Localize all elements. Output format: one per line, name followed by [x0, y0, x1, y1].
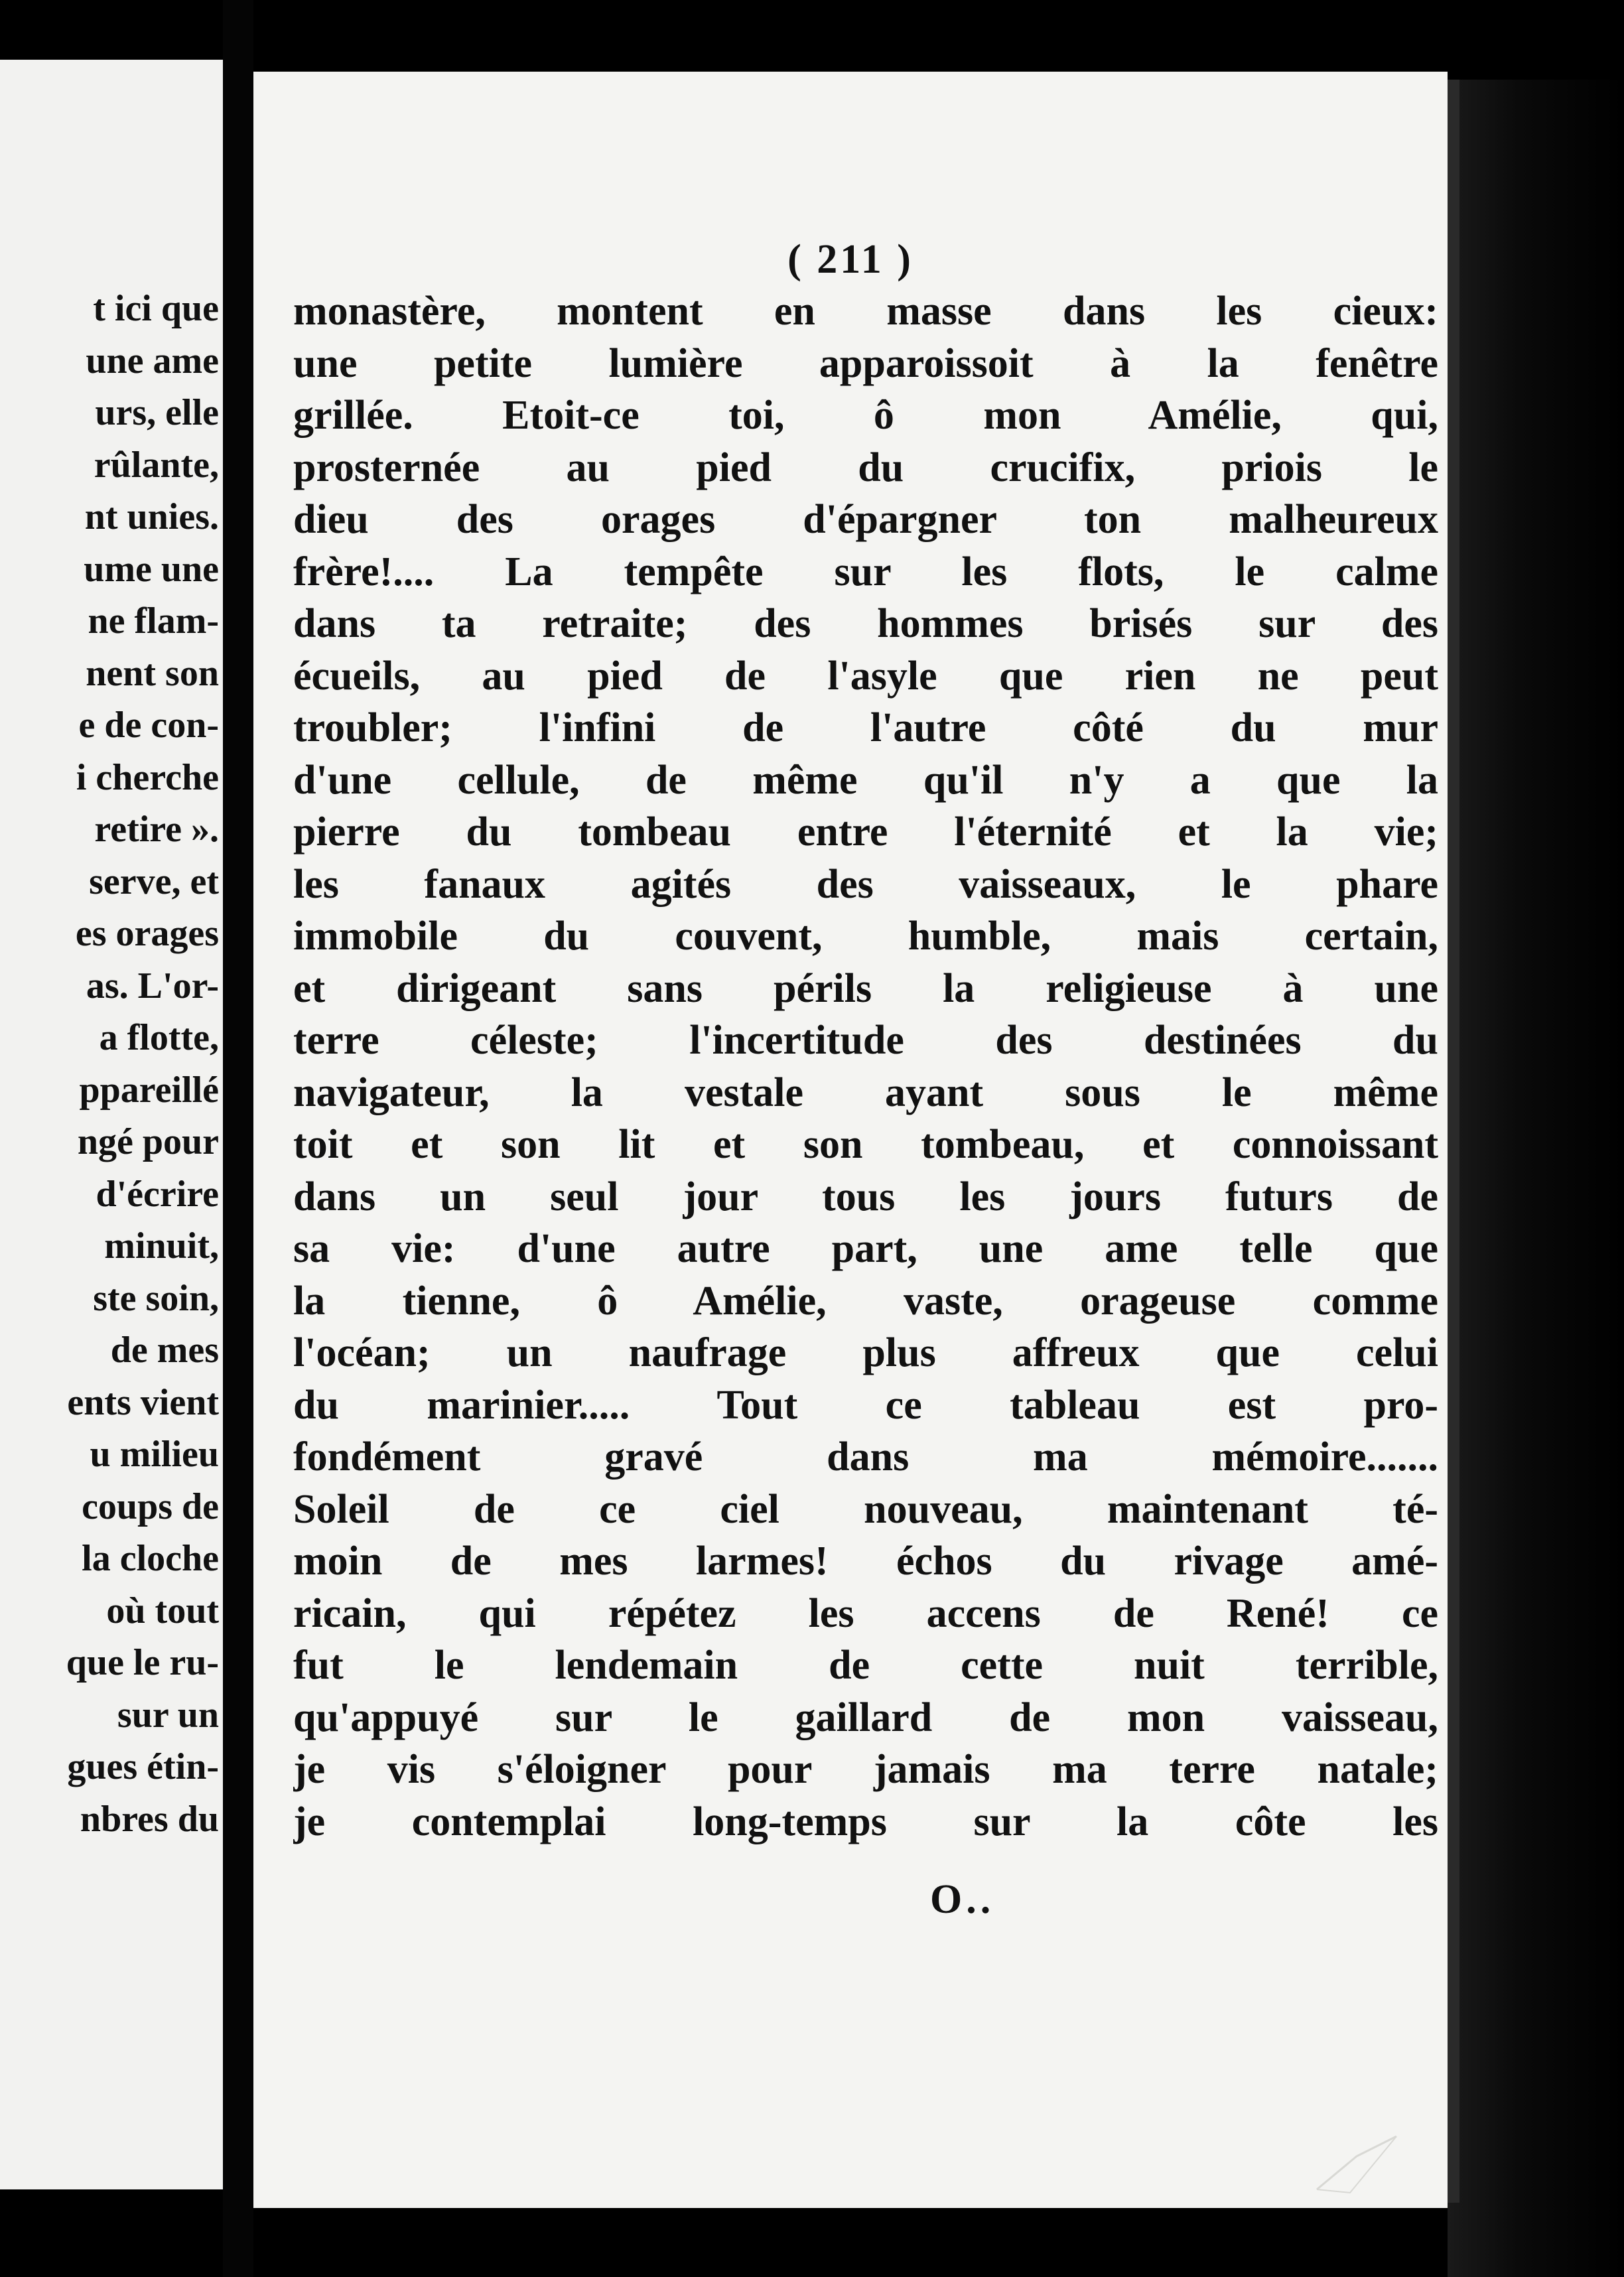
text-line: une petite lumière apparoissoit à la fenêtre [293, 340, 1438, 386]
text-line: et dirigeant sans périls la religieuse à une [293, 965, 1438, 1011]
left-line: ne flam- [88, 600, 219, 642]
left-line: minuit, [104, 1225, 219, 1267]
left-line: nt unies. [84, 496, 219, 537]
text-line: grillée. Etoit-ce toi, ô mon Amélie, qui, [293, 393, 1438, 438]
book-gutter [223, 0, 253, 2277]
folded-corner [1310, 2130, 1403, 2196]
left-line: de mes [110, 1330, 219, 1371]
text-line: les fanaux agités des vaisseaux, le phare [293, 861, 1438, 907]
text-line: je vis s'éloigner pour jamais ma terre natale; [293, 1747, 1438, 1792]
text-line: moin de mes larmes! échos du rivage amé- [293, 1539, 1438, 1584]
left-line: d'écrire [96, 1173, 219, 1215]
catchword: O.. [930, 1877, 995, 1922]
text-line: je contemplai long-temps sur la côte les [293, 1799, 1438, 1844]
text-line: troubler; l'infini de l'autre côté du mur [293, 705, 1438, 750]
text-line: sa vie: d'une autre part, une ame telle que [293, 1226, 1438, 1271]
text-line: du marinier..... Tout ce tableau est pro- [293, 1382, 1438, 1428]
page-edge [1448, 80, 1459, 2203]
text-line: fut le lendemain de cette nuit terrible, [293, 1643, 1438, 1688]
left-page [0, 60, 223, 2189]
left-line: es orages [75, 913, 219, 954]
left-line: ste soin, [93, 1277, 219, 1319]
page-number: ( 211 ) [787, 237, 914, 282]
left-line: u milieu [90, 1434, 219, 1475]
left-line: sur un [117, 1694, 219, 1736]
text-line: dans un seul jour tous les jours futurs de [293, 1174, 1438, 1219]
text-line: navigateur, la vestale ayant sous le même [293, 1070, 1438, 1115]
left-line: coups de [82, 1485, 219, 1527]
book-binding [1448, 80, 1624, 2277]
right-page [253, 72, 1448, 2208]
left-line: a flotte, [99, 1017, 219, 1058]
text-line: Soleil de ce ciel nouveau, maintenant té- [293, 1486, 1438, 1532]
text-line: fondément gravé dans ma mémoire....... [293, 1434, 1438, 1480]
text-line: prosternée au pied du crucifix, priois le [293, 445, 1438, 490]
left-line: ents vient [67, 1381, 219, 1423]
text-line: d'une cellule, de même qu'il n'y a que la [293, 757, 1438, 803]
left-line: gues étin- [67, 1746, 219, 1787]
text-line: terre céleste; l'incertitude des destinées du [293, 1018, 1438, 1063]
left-line: as. L'or- [86, 965, 219, 1006]
left-line: retire ». [94, 809, 219, 850]
left-line: rûlante, [94, 444, 219, 486]
left-line: ppareillé [79, 1069, 219, 1111]
text-line: l'océan; un naufrage plus affreux que celui [293, 1330, 1438, 1375]
left-line: ume une [84, 548, 219, 590]
text-line: dans ta retraite; des hommes brisés sur des [293, 601, 1438, 646]
text-line: dieu des orages d'épargner ton malheureux [293, 497, 1438, 542]
left-line: la cloche [82, 1538, 219, 1579]
text-line: écueils, au pied de l'asyle que rien ne peut [293, 653, 1438, 699]
text-line: pierre du tombeau entre l'éternité et la vie; [293, 809, 1438, 855]
left-line: serve, et [89, 861, 219, 902]
left-line: où tout [106, 1590, 219, 1631]
left-line: nbres du [80, 1798, 219, 1840]
left-line: que le ru- [66, 1642, 219, 1683]
left-line: i cherche [76, 756, 219, 798]
left-line: nent son [86, 652, 219, 694]
left-line: ngé pour [77, 1121, 219, 1162]
text-line: ricain, qui répétez les accens de René! ce [293, 1590, 1438, 1636]
text-line: qu'appuyé sur le gaillard de mon vaisseau, [293, 1694, 1438, 1740]
text-line: toit et son lit et son tombeau, et connoissant [293, 1122, 1438, 1167]
left-line: une ame [86, 340, 219, 381]
left-line: e de con- [78, 705, 219, 746]
text-line: frère!.... La tempête sur les flots, le calme [293, 549, 1438, 594]
text-line: immobile du couvent, humble, mais certain, [293, 914, 1438, 959]
left-line: t ici que [93, 288, 219, 329]
left-page-text [66, 283, 219, 1845]
right-page-text [293, 285, 1438, 1848]
text-line: monastère, montent en masse dans les cieux: [293, 289, 1438, 334]
text-line: la tienne, ô Amélie, vaste, orageuse comme [293, 1278, 1438, 1324]
left-line: urs, elle [95, 392, 219, 433]
